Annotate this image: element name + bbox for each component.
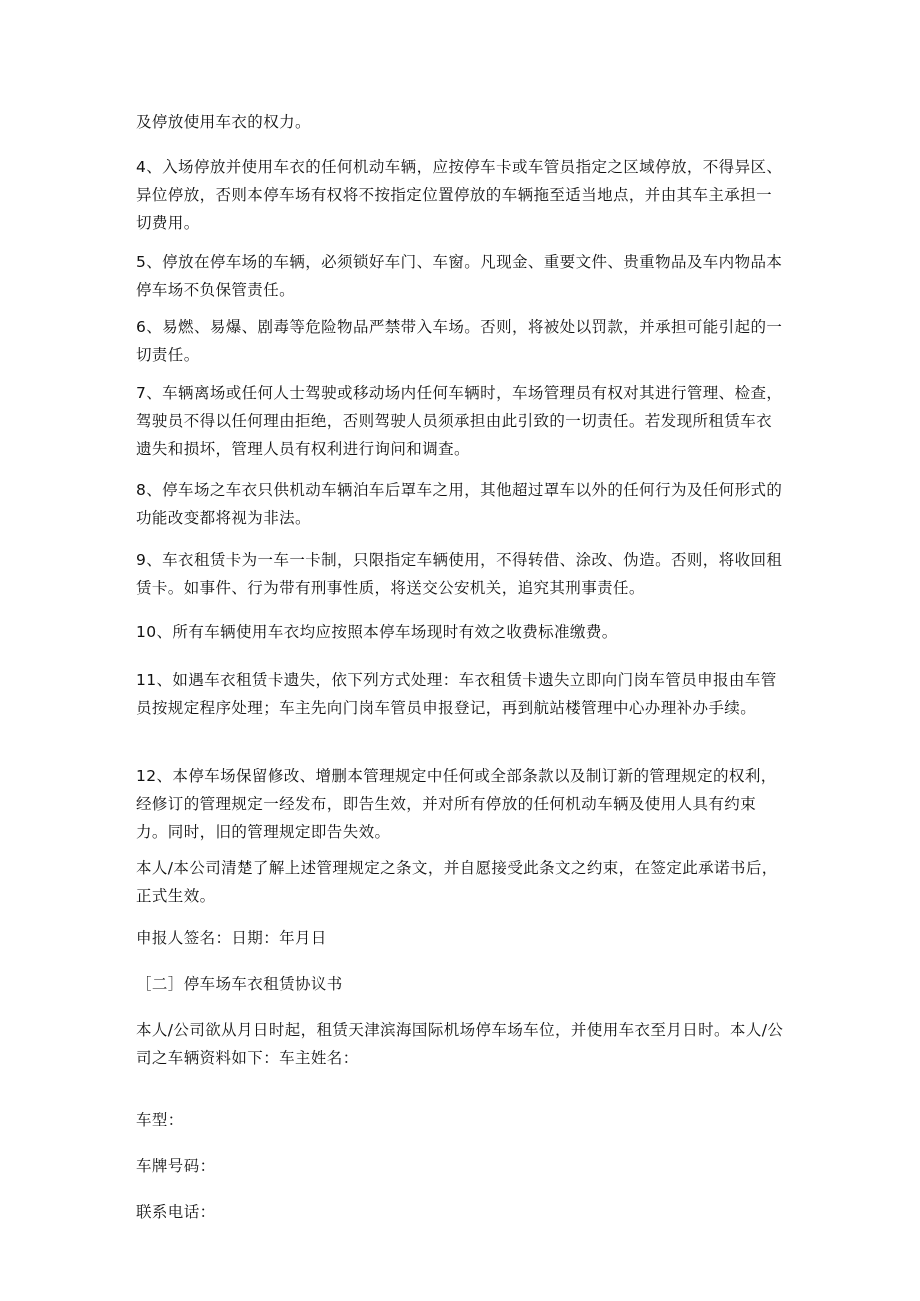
- paragraph-clause-8: 8、停车场之车衣只供机动车辆泊车后罩车之用，其他超过罩车以外的任何行为及任何形式的功能改变都将视为非法。: [136, 481, 783, 527]
- paragraph-clause-7: 7、车辆离场或任何人士驾驶或移动场内任何车辆时，车场管理员有权对其进行管理、检查，驾驶员不得以任何理由拒绝，否则驾驶人员须承担由此引致的一切责任。若发现所租赁车衣遗失和损坏，管理人员有权利进行询问和调查。: [136, 384, 783, 458]
- section-heading: ［二］停车场车衣租赁协议书: [136, 975, 343, 993]
- paragraph-clause-4: 4、入场停放并使用车衣的任何机动车辆，应按停车卡或车管员指定之区域停放，不得异区、异位停放，否则本停车场有权将不按指定位置停放的车辆拖至适当地点，并由其车主承担一切费用。: [136, 158, 783, 232]
- field-plate-number: 车牌号码：: [136, 1157, 216, 1175]
- paragraph-clause-6: 6、易燃、易爆、剧毒等危险物品严禁带入车场。否则，将被处以罚款，并承担可能引起的一切责任。: [136, 318, 783, 364]
- paragraph-clause-5: 5、停放在停车场的车辆，必须锁好车门、车窗。凡现金、重要文件、贵重物品及车内物品本停车场不负保管责任。: [136, 253, 783, 299]
- field-vehicle-model: 车型：: [136, 1111, 184, 1129]
- field-contact-phone: 联系电话：: [136, 1203, 216, 1221]
- signature-line: 申报人签名：日期：年月日: [136, 929, 327, 947]
- paragraph-agreement: 本人/公司欲从月日时起，租赁天津滨海国际机场停车场车位，并使用车衣至月日时。本人/公司之车辆资料如下：车主姓名：: [136, 1021, 784, 1067]
- paragraph-clause-10: 10、所有车辆使用车衣均应按照本停车场现时有效之收费标准缴费。: [136, 623, 618, 641]
- paragraph-clause-9: 9、车衣租赁卡为一车一卡制，只限指定车辆使用，不得转借、涂改、伪造。否则，将收回租赁卡。如事件、行为带有刑事性质，将送交公安机关，追究其刑事责任。: [136, 551, 783, 597]
- paragraph-commitment: 本人/本公司清楚了解上述管理规定之条文，并自愿接受此条文之约束，在签定此承诺书后，正式生效。: [136, 859, 778, 905]
- paragraph-clause-12: 12、本停车场保留修改、增删本管理规定中任何或全部条款以及制订新的管理规定的权利，经修订的管理规定一经发布，即告生效，并对所有停放的任何机动车辆及使用人具有约束力。同时，旧的管理规定即告失效。: [136, 767, 777, 841]
- paragraph-clause-3-end: 及停放使用车衣的权力。: [136, 113, 311, 131]
- paragraph-clause-11: 11、如遇车衣租赁卡遗失，依下列方式处理：车衣租赁卡遗失立即向门岗车管员申报由车管员按规定程序处理；车主先向门岗车管员申报登记，再到航站楼管理中心办理补办手续。: [136, 671, 777, 717]
